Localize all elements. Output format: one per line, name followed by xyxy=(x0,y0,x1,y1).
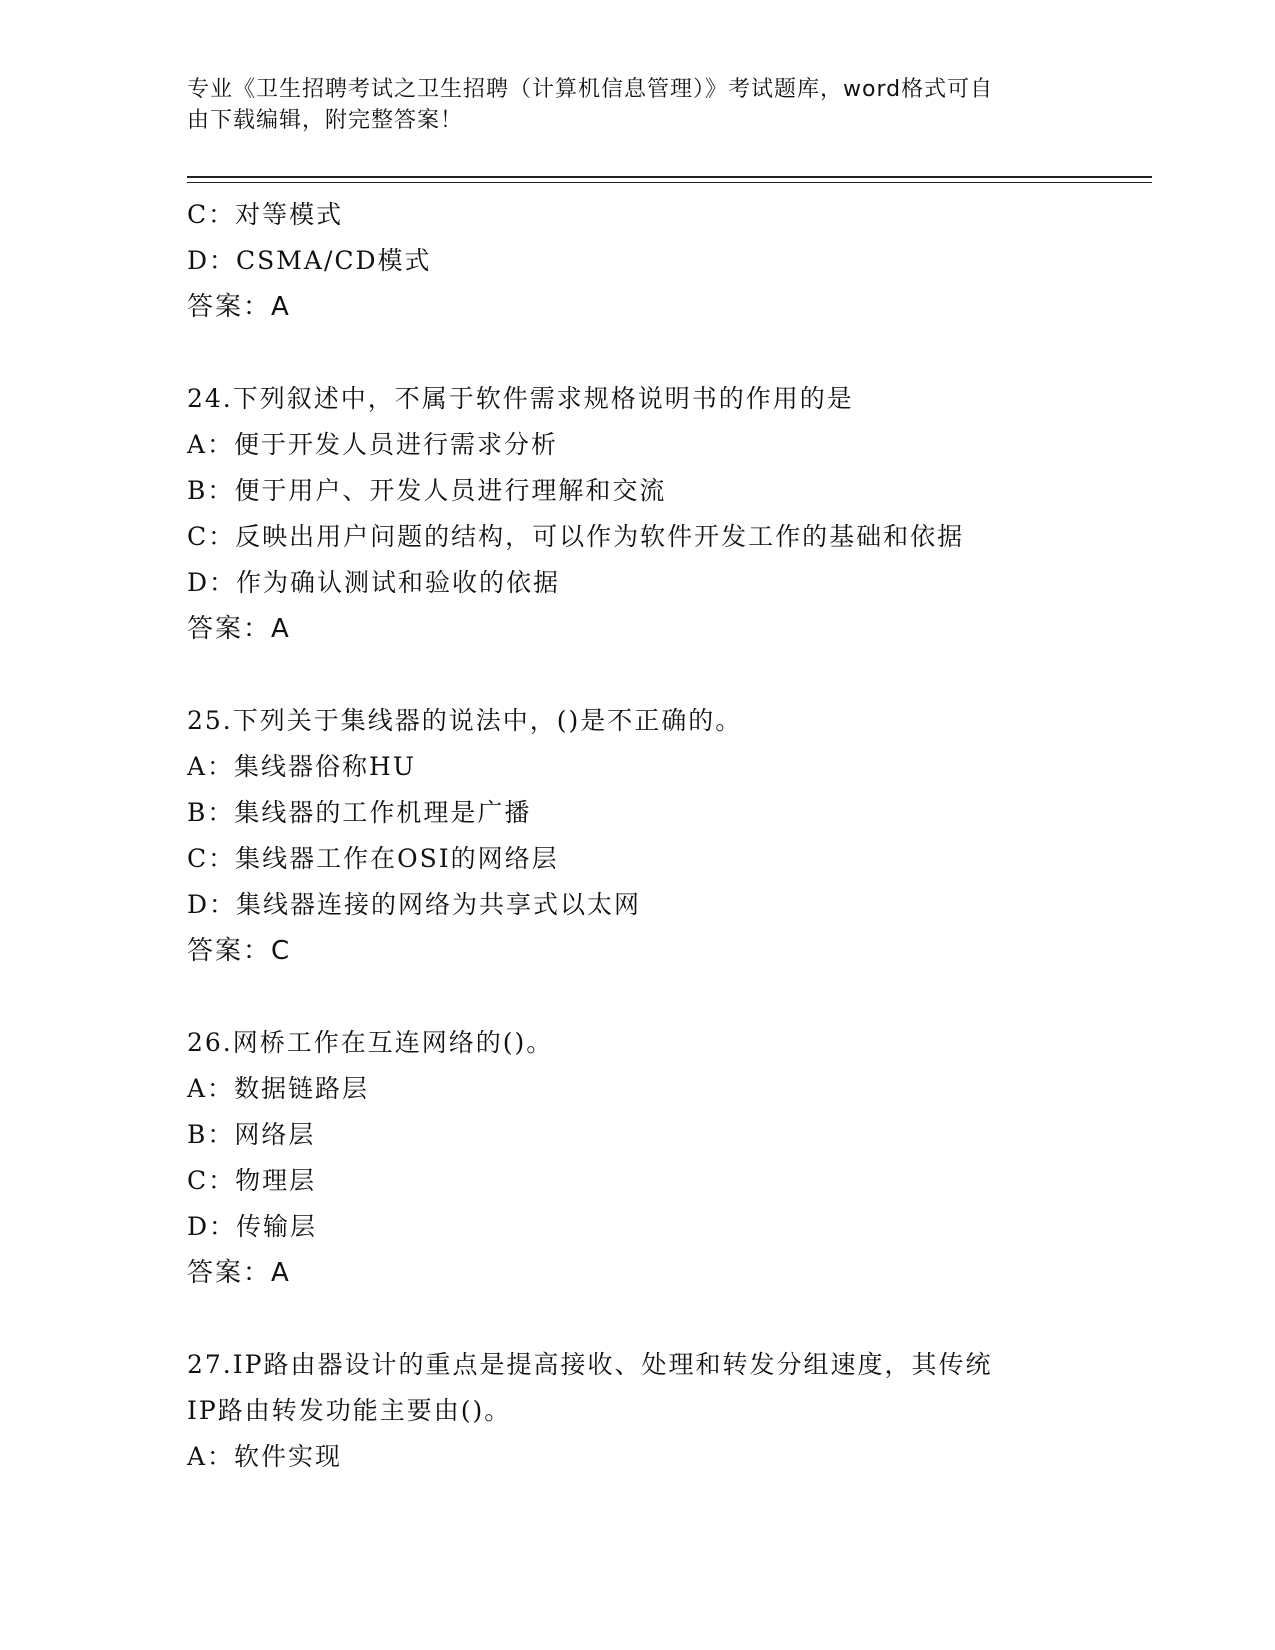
header-divider-thin xyxy=(187,182,1152,183)
spacer xyxy=(187,330,1087,376)
option-d: D：集线器连接的网络为共享式以太网 xyxy=(187,890,642,919)
answer-line: 答案：A xyxy=(187,1258,291,1288)
option-c: C：反映出用户问题的结构，可以作为软件开发工作的基础和依据 xyxy=(187,522,965,551)
answer-line: 答案：C xyxy=(187,936,292,966)
spacer xyxy=(187,974,1087,1020)
question-stem-line-2: IP路由转发功能主要由()。 xyxy=(187,1396,512,1425)
question-stem-line-1: 27.IP路由器设计的重点是提高接收、处理和转发分组速度，其传统 xyxy=(187,1350,993,1379)
option-a: A：集线器俗称HU xyxy=(187,752,416,781)
question-list xyxy=(187,192,1087,1480)
option-c: C：物理层 xyxy=(187,1166,317,1195)
question-stem: 25.下列关于集线器的说法中，()是不正确的。 xyxy=(187,706,743,735)
spacer xyxy=(187,652,1087,698)
header-divider-thick xyxy=(187,176,1152,178)
option-a: A：软件实现 xyxy=(187,1442,343,1471)
option-a: A：便于开发人员进行需求分析 xyxy=(187,430,559,459)
spacer xyxy=(187,1296,1087,1342)
header-line-2: 由下载编辑，附完整答案！ xyxy=(187,108,464,133)
answer-line: 答案：A xyxy=(187,292,291,322)
answer-line: 答案：A xyxy=(187,614,291,644)
question-stem: 24.下列叙述中，不属于软件需求规格说明书的作用的是 xyxy=(187,384,854,413)
option-c: C：对等模式 xyxy=(187,200,344,229)
option-b: B：网络层 xyxy=(187,1120,316,1149)
option-d: D：CSMA/CD模式 xyxy=(187,246,432,275)
option-b: B：集线器的工作机理是广播 xyxy=(187,798,532,827)
option-d: D：作为确认测试和验收的依据 xyxy=(187,568,561,597)
option-c: C：集线器工作在OSI的网络层 xyxy=(187,844,559,873)
option-d: D：传输层 xyxy=(187,1212,318,1241)
header-line-1: 专业《卫生招聘考试之卫生招聘（计算机信息管理）》考试题库，word格式可自 xyxy=(187,77,994,102)
option-a: A：数据链路层 xyxy=(187,1074,370,1103)
option-b: B：便于用户、开发人员进行理解和交流 xyxy=(187,476,667,505)
document-header xyxy=(187,74,1067,136)
question-stem: 26.网桥工作在互连网络的()。 xyxy=(187,1028,554,1057)
